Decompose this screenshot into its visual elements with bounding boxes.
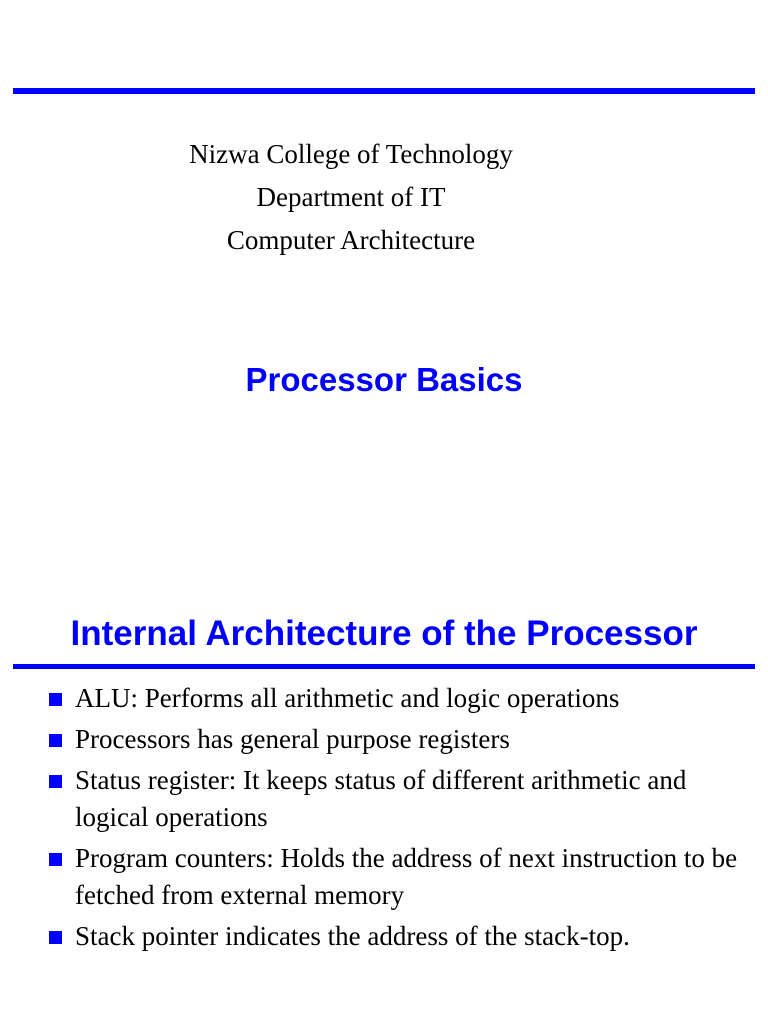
list-item [46,840,746,914]
square-bullet-icon [49,931,62,944]
course-name: Computer Architecture [226,225,476,255]
list-item [46,918,746,955]
bullet-text: Processors has general purpose registers [75,724,510,754]
department-name: Department of IT [256,182,446,212]
institution-header [0,133,702,262]
bullet-text: Program counters: Holds the address of next instruction to be fetched from external memory [75,843,738,910]
square-bullet-icon [49,734,62,747]
list-item [46,721,746,758]
bullet-text: ALU: Performs all arithmetic and logic operations [75,683,620,713]
list-item [46,762,746,836]
college-name: Nizwa College of Technology [189,139,513,169]
bullet-list [46,680,746,959]
title-underline [13,664,755,669]
square-bullet-icon [49,775,62,788]
square-bullet-icon [49,693,62,706]
bullet-text: Status register: It keeps status of different arithmetic and logical operations [75,765,687,832]
bullet-text: Stack pointer indicates the address of the stack-top. [75,921,630,951]
slide-title-processor-basics: Processor Basics [245,361,523,398]
square-bullet-icon [49,853,62,866]
top-divider [13,88,755,94]
slide-title-internal-architecture: Internal Architecture of the Processor [70,614,698,653]
list-item [46,680,746,717]
